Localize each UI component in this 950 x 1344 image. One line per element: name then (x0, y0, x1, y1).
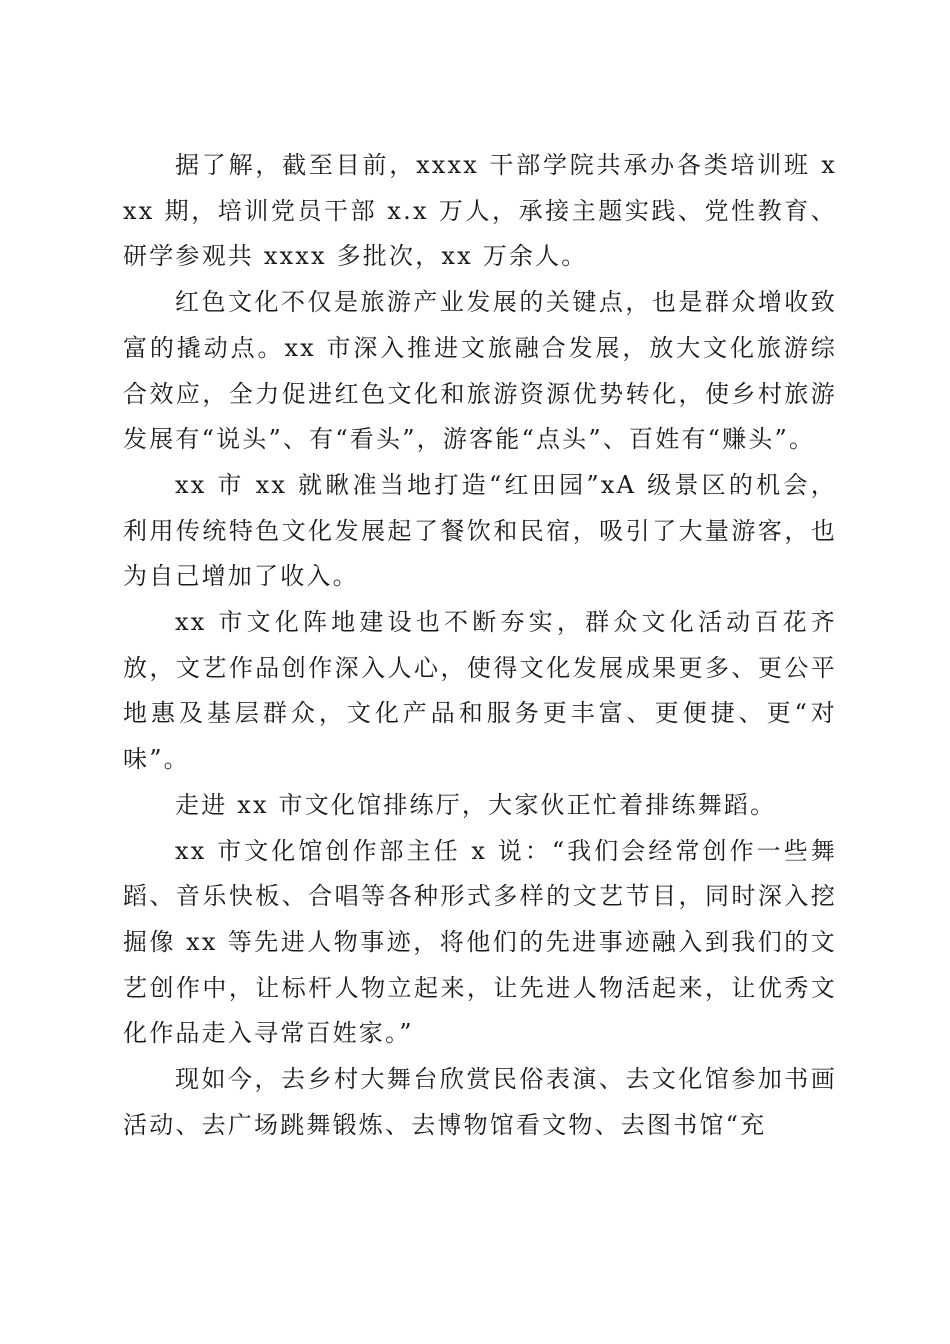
paragraph-nowadays: 现如今，去乡村大舞台欣赏民俗表演、去文化馆参加书画活动、去广场跳舞锻炼、去博物馆看文物、去图书馆“充 (123, 1065, 837, 1139)
paragraph-scenic-area-business: xx 市 xx 就瞅准当地打造“红田园”xA 级景区的机会，利用传统特色文化发展起了餐饮和民宿，吸引了大量游客，也为自己增加了收入。 (123, 470, 837, 591)
document-body (123, 143, 837, 1148)
paragraph-director-quote: xx 市文化馆创作部主任 x 说：“我们会经常创作一些舞蹈、音乐快板、合唱等各种形式多样的文艺节目，同时深入挖掘像 xx 等先进人物事迹，将他们的先进事迹融入到我们的文艺创作中，让标杆人物立起来，让先进人物活起来，让优秀文化作品走入寻常百姓家。” (123, 836, 837, 1048)
paragraph-rehearsal-hall: 走进 xx 市文化馆排练厅，大家伙正忙着排练舞蹈。 (175, 790, 777, 819)
paragraph-red-culture-tourism: 红色文化不仅是旅游产业发展的关键点，也是群众增收致富的撬动点。xx 市深入推进文旅融合发展，放大文化旅游综合效应，全力促进红色文化和旅游资源优势转化，使乡村旅游发展有“说头”、有“看头”，游客能“点头”、百姓有“赚头”。 (123, 288, 837, 454)
paragraph-training-stats: 据了解，截至目前，xxxx 干部学院共承办各类培训班 xxx 期，培训党员干部 x.x 万人，承接主题实践、党性教育、研学参观共 xxxx 多批次，xx 万余人。 (123, 151, 837, 271)
paragraph-cultural-facilities: xx 市文化阵地建设也不断夯实，群众文化活动百花齐放，文艺作品创作深入人心，使得文化发展成果更多、更公平地惠及基层群众，文化产品和服务更丰富、更便捷、更“对味”。 (123, 608, 837, 774)
